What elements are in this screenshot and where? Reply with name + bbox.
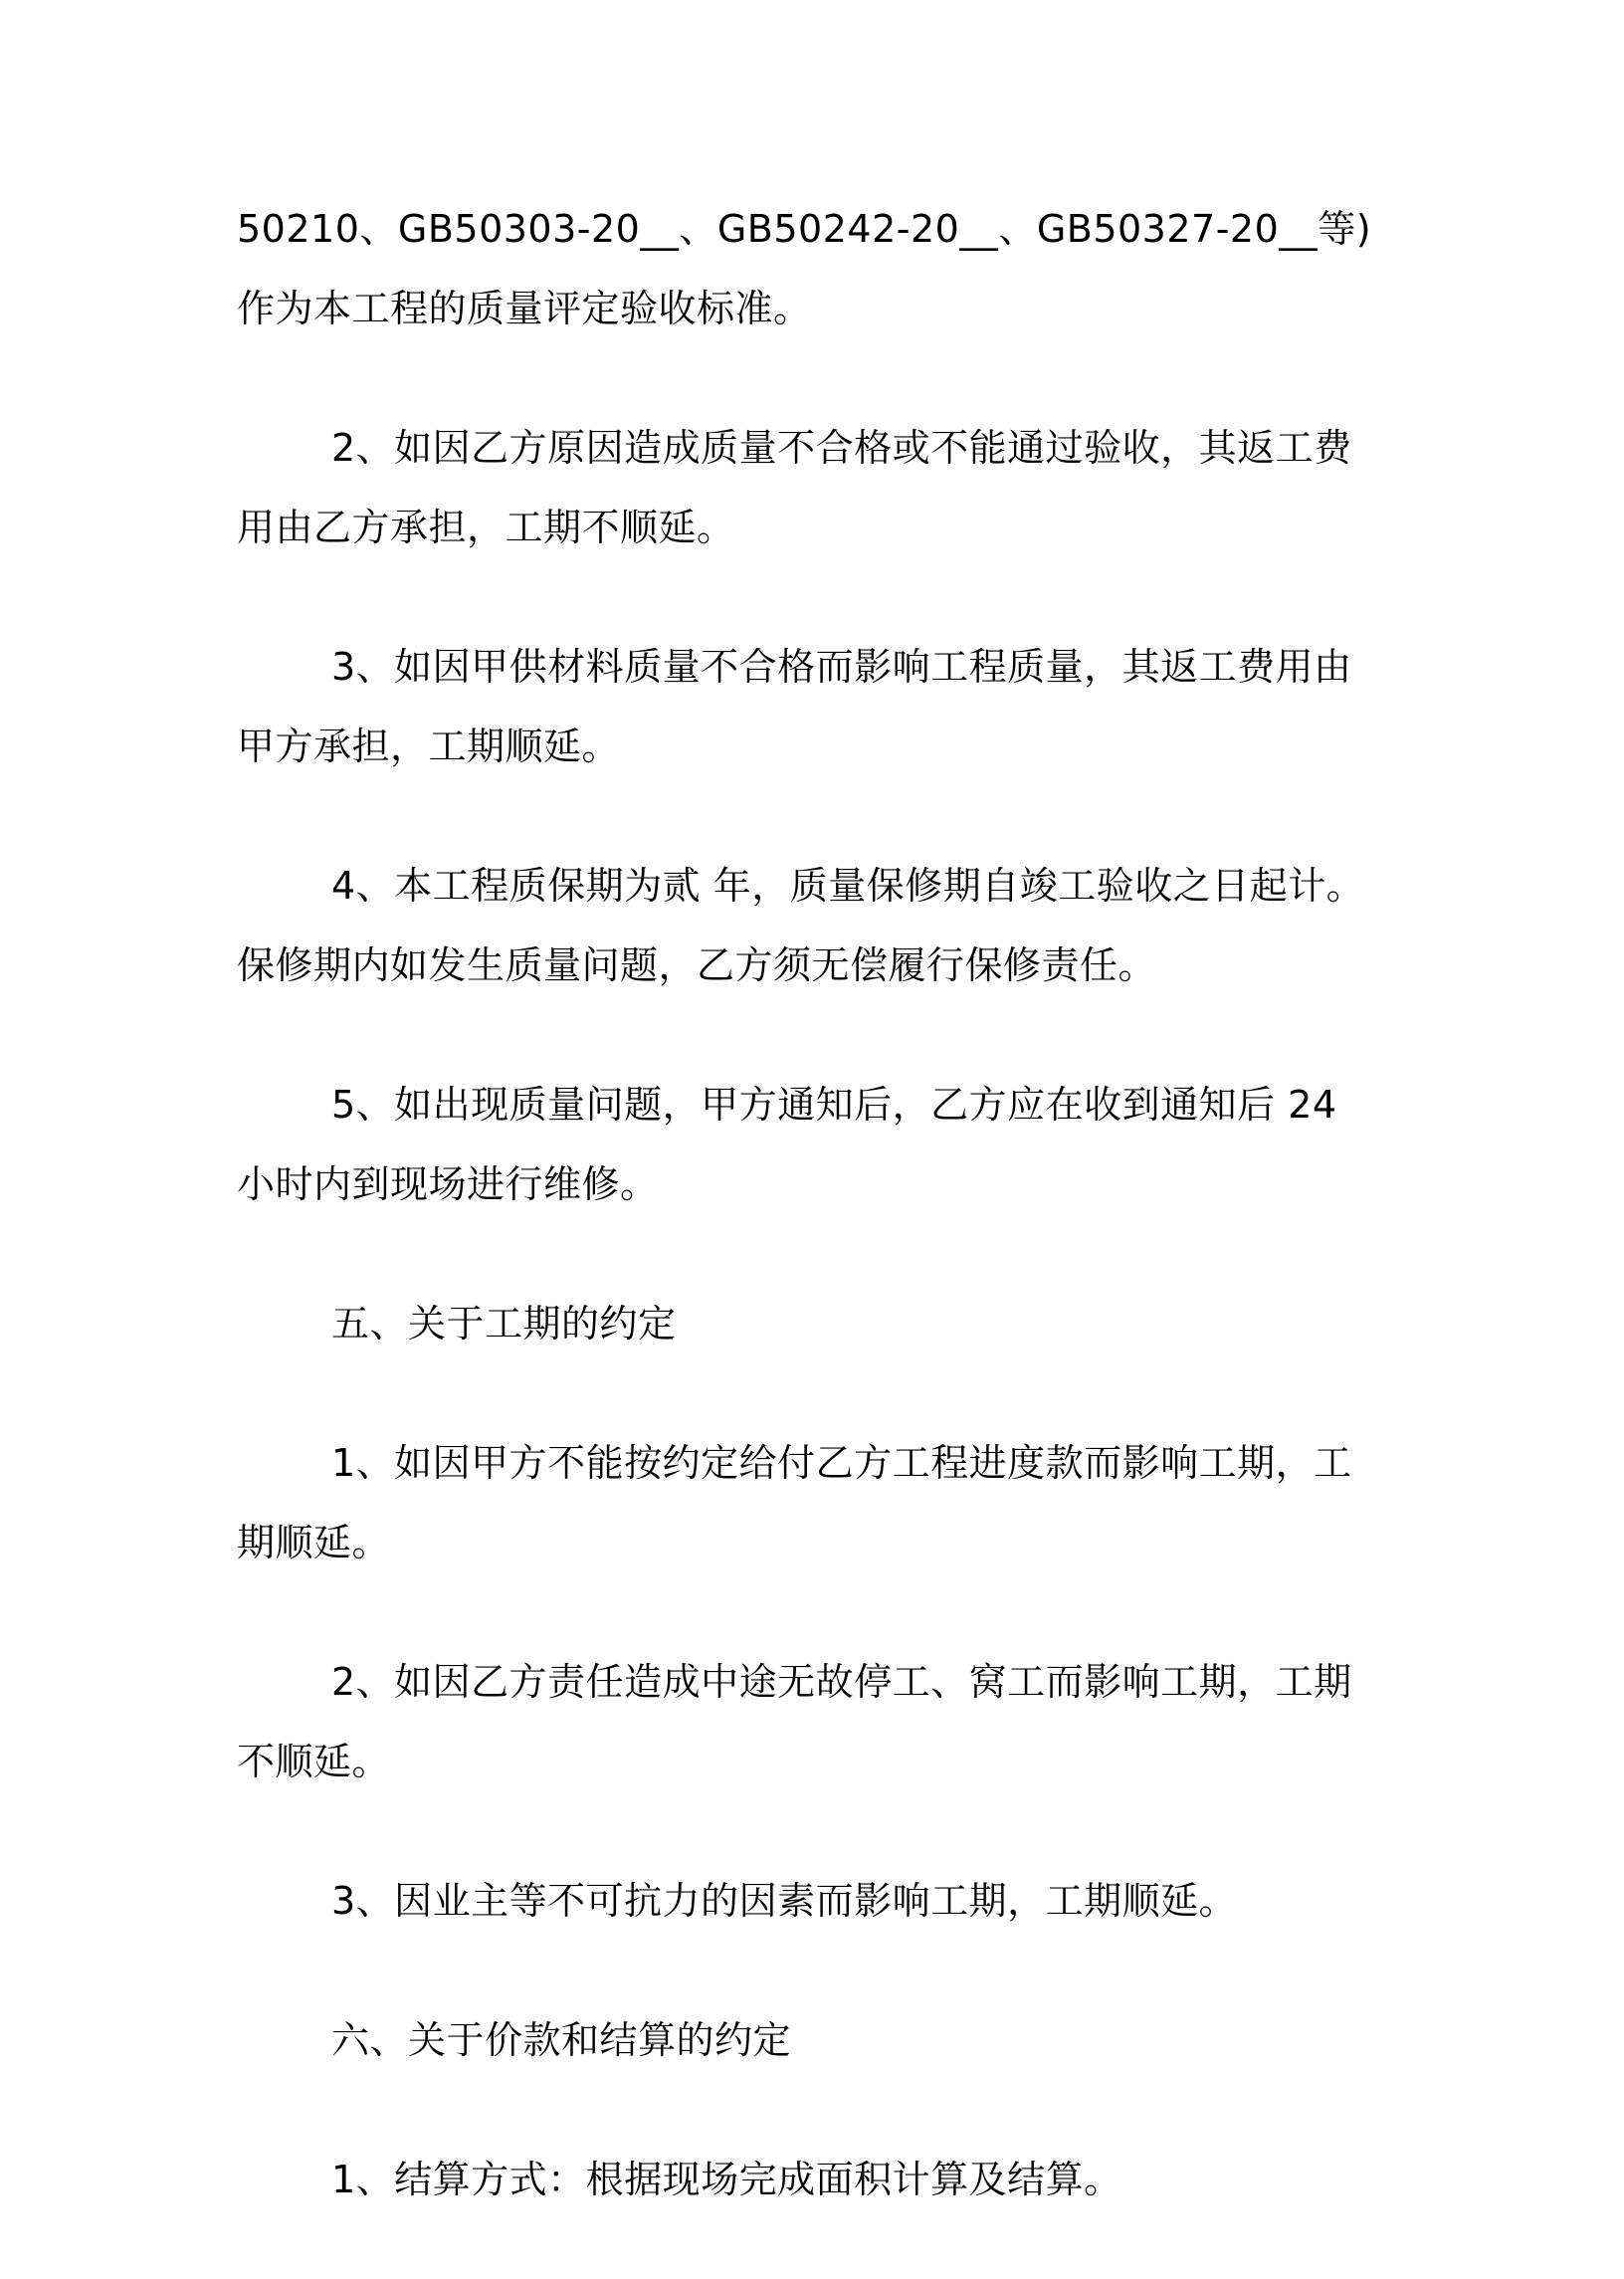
section-heading-payment: 六、关于价款和结算的约定 — [331, 2018, 792, 2062]
document-body — [237, 189, 1381, 2279]
paragraph-payment-item-1: 1、结算方式：根据现场完成面积计算及结算。 — [331, 2158, 1122, 2201]
paragraph-quality-item-5: 5、如出现质量问题，甲方通知后，乙方应在收到通知后 24 小时内到现场进行维修。 — [237, 1083, 1337, 1206]
section-heading-schedule: 五、关于工期的约定 — [331, 1302, 677, 1346]
paragraph-quality-item-3: 3、如因甲供材料质量不合格而影响工程质量，其返工费用由甲方承担，工期顺延。 — [237, 645, 1352, 768]
paragraph-standards: 50210、GB50303-20__、GB50242-20__、GB50327-20__等)作为本工程的质量评定验收标准。 — [237, 207, 1372, 330]
paragraph-quality-item-4: 4、本工程质保期为贰 年，质量保修期自竣工验收之日起计。保修期内如发生质量问题，乙方须无偿履行保修责任。 — [237, 864, 1365, 987]
paragraph-schedule-item-2: 2、如因乙方责任造成中途无故停工、窝工而影响工期，工期不顺延。 — [237, 1660, 1352, 1783]
paragraph-schedule-item-1: 1、如因甲方不能按约定给付乙方工程进度款而影响工期，工期顺延。 — [237, 1441, 1352, 1564]
paragraph-schedule-item-3: 3、因业主等不可抗力的因素而影响工期，工期顺延。 — [331, 1879, 1238, 1923]
paragraph-quality-item-2: 2、如因乙方原因造成质量不合格或不能通过验收，其返工费用由乙方承担，工期不顺延。 — [237, 426, 1352, 549]
